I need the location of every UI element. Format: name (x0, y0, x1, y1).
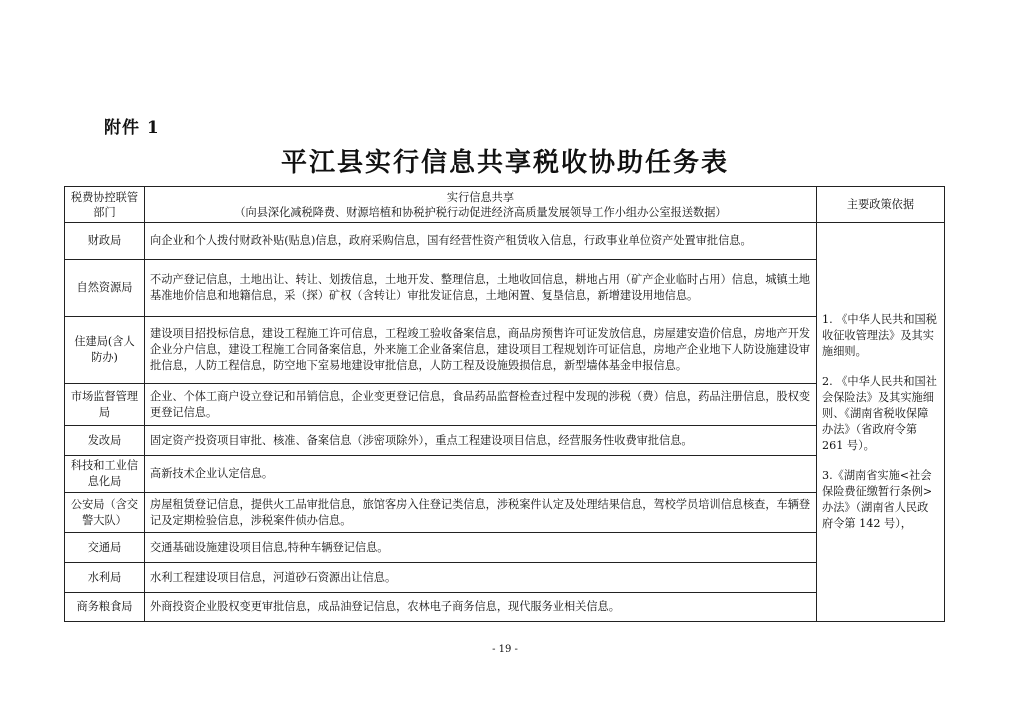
table-row (65, 426, 945, 456)
policy-cell (817, 223, 945, 622)
department-cell: 市场监督管理局 (65, 384, 145, 426)
table-row (65, 493, 945, 533)
info-cell: 交通基础设施建设项目信息,特种车辆登记信息。 (145, 533, 817, 563)
department-cell: 交通局 (65, 533, 145, 563)
table-header-row (65, 187, 945, 223)
table-row (65, 384, 945, 426)
department-cell: 财政局 (65, 223, 145, 260)
info-cell: 建设项目招投标信息，建设工程施工许可信息，工程竣工验收备案信息，商品房预售许可证发放信息，房屋建安造价信息，房地产开发企业分户信息，建设工程施工合同备案信息，外来施工企业备案信息，建设项目工程规划许可证信息，房地产企业地下人防设施建设审批信息，人防工程信息，防空地下室易地建设审批信息，人防工程及设施毁损信息，新型墙体基金申报信息。 (145, 317, 817, 384)
header-info-line2: （向县深化减税降费、财源培植和协税护税行动促进经济高质量发展领导工作小组办公室报送数据） (234, 205, 727, 219)
info-cell: 房屋租赁登记信息，提供火工品审批信息，旅馆客房入住登记类信息，涉税案件认定及处理结果信息，驾校学员培训信息核查，车辆登记及定期检验信息，涉税案件侦办信息。 (145, 493, 817, 533)
table-row (65, 317, 945, 384)
header-department: 税费协控联管部门 (65, 187, 145, 223)
department-cell: 公安局（含交警大队） (65, 493, 145, 533)
table-row (65, 456, 945, 493)
department-cell: 住建局(含人防办) (65, 317, 145, 384)
department-cell: 科技和工业信息化局 (65, 456, 145, 493)
info-cell: 高新技术企业认定信息。 (145, 456, 817, 493)
table-row (65, 593, 945, 622)
policy-item: 3.《湖南省实施<社会保险费征缴暂行条例>办法》（湖南省人民政府令第 142 号）， (822, 469, 933, 530)
department-cell: 自然资源局 (65, 260, 145, 317)
attachment-label: 附件 1 (104, 118, 160, 138)
policy-item: 1. 《中华人民共和国税收征收管理法》及其实施细则。 (822, 313, 937, 358)
info-cell: 向企业和个人拨付财政补贴(贴息)信息，政府采购信息，国有经营性资产租赁收入信息，行政事业单位资产处置审批信息。 (145, 223, 817, 260)
header-policy: 主要政策依据 (817, 187, 945, 223)
policy-item: 2. 《中华人民共和国社会保险法》及其实施细则、《湖南省税收保障办法》（省政府令第 261 号）。 (822, 375, 937, 452)
table-row (65, 533, 945, 563)
table-row (65, 260, 945, 317)
tax-assistance-table (64, 186, 945, 622)
info-cell: 企业、个体工商户设立登记和吊销信息，企业变更登记信息，食品药品监督检查过程中发现的涉税（费）信息，药品注册信息，股权变更登记信息。 (145, 384, 817, 426)
department-cell: 商务粮食局 (65, 593, 145, 622)
header-info-line1: 实行信息共享 (446, 190, 515, 204)
table-row (65, 563, 945, 593)
info-cell: 水利工程建设项目信息，河道砂石资源出让信息。 (145, 563, 817, 593)
document-title: 平江县实行信息共享税收协助任务表 (280, 148, 729, 178)
table-row (65, 223, 945, 260)
department-cell: 发改局 (65, 426, 145, 456)
page-number: - 19 - (492, 644, 518, 655)
info-cell: 不动产登记信息，土地出让、转让、划拨信息，土地开发、整理信息，土地收回信息，耕地占用（矿产企业临时占用）信息，城镇土地基准地价信息和地籍信息，采（探）矿权（含转让）审批发证信息，土地闲置、复垦信息，新增建设用地信息。 (145, 260, 817, 317)
info-cell: 外商投资企业股权变更审批信息，成品油登记信息，农林电子商务信息，现代服务业相关信息。 (145, 593, 817, 622)
department-cell: 水利局 (65, 563, 145, 593)
header-info-sharing (145, 187, 817, 223)
info-cell: 固定资产投资项目审批、核准、备案信息（涉密项除外），重点工程建设项目信息，经营服务性收费审批信息。 (145, 426, 817, 456)
